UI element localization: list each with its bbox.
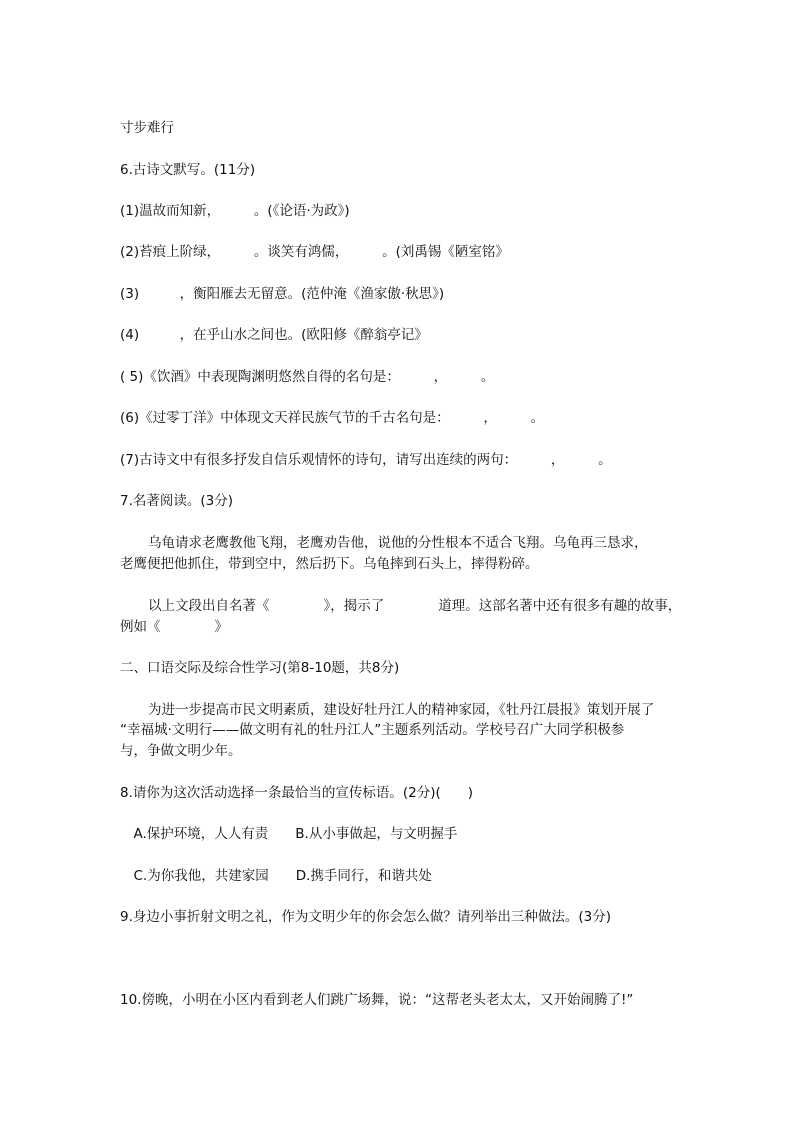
question-9-heading: 9.身边小事折射文明之礼，作为文明少年的你会怎么做？请列举出三种做法。(3分) <box>120 909 612 925</box>
question-7-prompt: 例如《 》 <box>120 619 228 635</box>
question-10-heading: 10.傍晚，小明在小区内看到老人们跳广场舞，说：“这帮老头老太太，又开始闹腾了!” <box>120 992 634 1008</box>
background-paragraph: 为进一步提高市民文明素质，建设好牡丹江人的精神家园，《牡丹江晨报》策划开展了 <box>148 702 655 718</box>
question-6-item-2: (2)苔痕上阶绿， 。谈笑有鸿儒， 。(刘禹锡《陋室铭》 <box>120 244 509 260</box>
question-7-prompt: 以上文段出自名著《 》，揭示了 道理。这部名著中还有很多有趣的故事， <box>148 598 682 614</box>
question-6-heading: 6.古诗文默写。(11分) <box>120 162 256 178</box>
question-8-options-cd: C.为你我他，共建家园 D.携手同行，和谐共处 <box>120 868 432 884</box>
question-8-heading: 8.请你为这次活动选择一条最恰当的宣传标语。(2分)( ) <box>120 785 474 801</box>
question-6-item-1: (1)温故而知新， 。(《论语·为政》) <box>120 203 350 219</box>
question-6-item-3: (3) ，衡阳雁去无留意。(范仲淹《渔家傲·秋思》) <box>120 286 445 302</box>
background-paragraph: “幸福城·文明行——做文明有礼的牡丹江人”主题系列活动。学校号召广大同学积极参 <box>120 722 625 738</box>
text-line: 寸步难行 <box>120 120 174 136</box>
section-2-heading: 二、口语交际及综合性学习(第8-10题，共8分) <box>120 660 400 676</box>
question-7-heading: 7.名著阅读。(3分) <box>120 493 234 509</box>
background-paragraph: 与，争做文明少年。 <box>120 743 242 759</box>
passage-line: 老鹰便把他抓住，带到空中，然后扔下。乌龟摔到石头上，摔得粉碎。 <box>120 556 539 572</box>
question-6-item-4: (4) ，在乎山水之间也。(欧阳修《醉翁亭记》 <box>120 327 428 343</box>
question-6-item-6: (6)《过零丁洋》中体现文天祥民族气节的千古名句是： ， 。 <box>120 410 545 426</box>
question-6-item-5: ( 5)《饮酒》中表现陶渊明悠然自得的名句是： ， 。 <box>120 369 495 385</box>
question-8-options-ab: A.保护环境，人人有责 B.从小事做起，与文明握手 <box>120 826 458 842</box>
passage-line: 乌龟请求老鹰教他飞翔，老鹰劝告他，说他的分性根本不适合飞翔。乌龟再三恳求， <box>148 535 648 551</box>
question-6-item-7: (7)古诗文中有很多抒发自信乐观情怀的诗句，请写出连续的两句： ， 。 <box>120 452 612 468</box>
